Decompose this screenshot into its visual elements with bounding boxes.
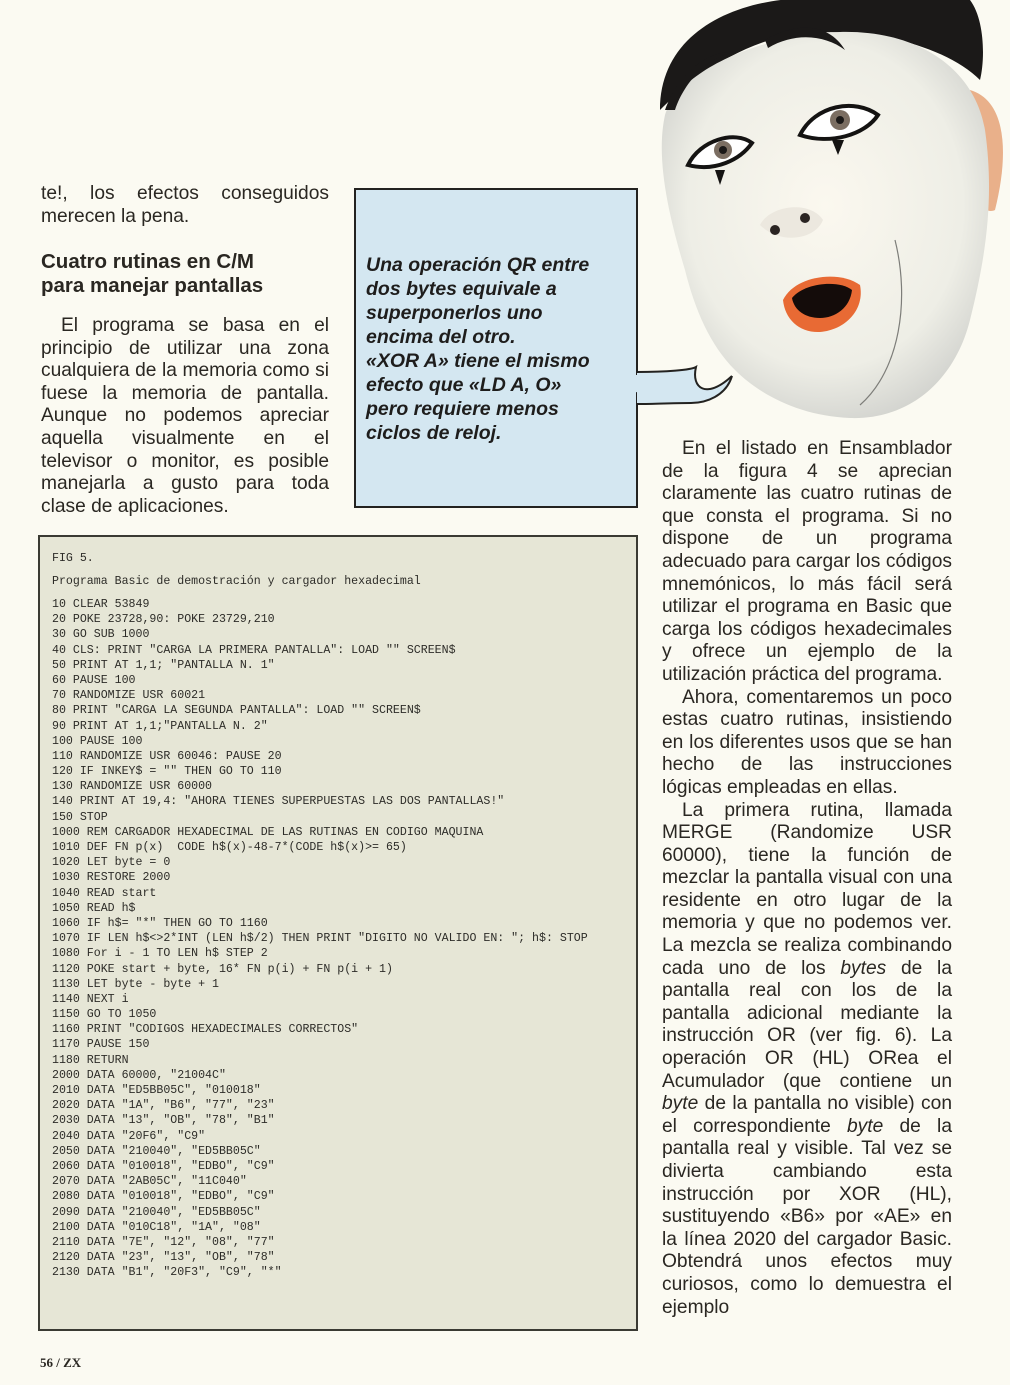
listing-line: 1060 IF h$= "*" THEN GO TO 1160 (52, 916, 268, 930)
text-run: de la pantalla real con los de la pantalla adicional mediante la instrucción OR (ver fig. 6). La operación OR (HL) ORea el Acumulador (que contiene un (662, 957, 952, 1092)
listing-line: 2100 DATA "010C18", "1A", "08" (52, 1220, 261, 1234)
callout-line: pero requiere menos (366, 398, 559, 420)
listing-line: 2130 DATA "B1", "20F3", "C9", "*" (52, 1266, 282, 1280)
listing-line: 80 PRINT "CARGA LA SEGUNDA PANTALLA": LOAD "" SCREEN$ (52, 704, 421, 718)
text-run: de la pantalla no visible) con el correspondiente (662, 1093, 952, 1137)
listing-line: 1160 PRINT "CODIGOS HEXADECIMALES CORRECTOS" (52, 1023, 359, 1037)
listing-line: 50 PRINT AT 1,1; "PANTALLA N. 1" (52, 658, 275, 672)
listing-line: 1130 LET byte - byte + 1 (52, 977, 219, 991)
listing-line: 1010 DEF FN p(x) CODE h$(x)-48-7*(CODE h$(x)>= 65) (52, 841, 407, 854)
listing-line: 140 PRINT AT 19,4: "AHORA TIENES SUPERPUESTAS LAS DOS PANTALLAS!" (52, 795, 505, 809)
listing-line: 1020 LET byte = 0 (52, 856, 171, 870)
figure-subtitle: Programa Basic de demostración y cargador hexadecimal (52, 575, 421, 588)
listing-line: 2030 DATA "13", "OB", "78", "B1" (52, 1114, 275, 1128)
intro-paragraph: te!, los efectos conseguidos merecen la pena. (41, 183, 329, 227)
listing-line: 60 PAUSE 100 (52, 673, 136, 687)
speech-bubble-callout (354, 188, 639, 508)
callout-line: superponerlos uno (366, 302, 543, 324)
listing-line: 2070 DATA "2AB05C", "11C040" (52, 1175, 247, 1189)
listing-line: 2110 DATA "7E", "12", "08", "77" (52, 1235, 275, 1249)
listing-line: 30 GO SUB 1000 (52, 628, 150, 642)
heading-line-1: Cuatro rutinas en C/M (41, 250, 254, 273)
left-column-body (41, 315, 329, 518)
emphasis-bytes: bytes (840, 957, 887, 979)
listing-line: 1140 NEXT i (52, 992, 129, 1006)
callout-line: dos bytes equivale a (366, 278, 557, 300)
listing-line: 10 CLEAR 53849 (52, 598, 150, 611)
listing-line: 120 IF INKEY$ = "" THEN GO TO 110 (52, 765, 282, 779)
listing-line: 2120 DATA "23", "13", "OB", "78" (52, 1251, 275, 1265)
text-run: de la pantalla real y visible. Tal vez se divierta cambiando esta instrucción por XOR (HL), sustituyendo «B6» por «AE» en la línea 2020 del cargador Basic. Obtendrá unos efectos muy curiosos, como lo demuestra el ejemplo (662, 1115, 952, 1318)
callout-line: efecto que «LD A, O» (366, 374, 562, 396)
callout-line: Una operación QR entre (366, 254, 590, 276)
callout-line: ciclos de reloj. (366, 422, 502, 444)
listing-line: 1170 PAUSE 150 (52, 1038, 150, 1052)
listing-line: 90 PRINT AT 1,1;"PANTALLA N. 2" (52, 719, 268, 733)
listing-line: 20 POKE 23728,90: POKE 23729,210 (52, 613, 275, 627)
listing-line: 2060 DATA "010018", "EDBO", "C9" (52, 1159, 275, 1173)
body-paragraph: El programa se basa en el principio de utilizar una zona cualquiera de la memoria como si fuese la memoria de pantalla. Aunque no podemos apreciar aquella visualmente en el televisor o monitor, es posible manejarla a gusto para toda clase de aplicaciones. (41, 315, 329, 517)
emphasis-byte: byte (662, 1093, 699, 1115)
speech-bubble-tail (636, 358, 736, 418)
listing-line: 2010 DATA "ED5BB05C", "010018" (52, 1084, 261, 1097)
listing-line: 1040 READ start (52, 886, 157, 900)
right-paragraph-2: Ahora, comentaremos un poco estas cuatro rutinas, insistiendo en los diferentes usos que se han hecho de las instrucciones lógicas empleadas en ellas. (662, 686, 952, 798)
listing-line: 40 CLS: PRINT "CARGA LA PRIMERA PANTALLA": LOAD "" SCREEN$ (52, 643, 456, 657)
page-footer: 56 / ZX (40, 1355, 82, 1370)
callout-line: «XOR A» tiene el mismo (366, 350, 590, 372)
emphasis-byte: byte (846, 1115, 884, 1137)
listing-line: 1120 POKE start + byte, 16* FN p(i) + FN p(i + 1) (52, 962, 393, 976)
listing-line: 100 PAUSE 100 (52, 734, 143, 748)
listing-line: 1150 GO TO 1050 (52, 1008, 157, 1022)
listing-line: 2090 DATA "210040", "ED5BB05C" (52, 1205, 261, 1219)
listing-line: 2020 DATA "1A", "B6", "77", "23" (52, 1099, 275, 1113)
listing-line: 1000 REM CARGADOR HEXADECIMAL DE LAS RUTINAS EN CODIGO MAQUINA (52, 825, 484, 839)
listing-line: 130 RANDOMIZE USR 60000 (52, 780, 213, 794)
right-paragraph-1: En el listado en Ensamblador de la figura 4 se aprecian claramente las cuatro rutinas de que consta el programa. Si no dispone de un programa adecuado para cargar los códigos mnemónicos, lo más fácil será utilizar el programa en Basic que carga los códigos hexadecimales y ofrece un ejemplo de la utilización práctica del programa. (662, 438, 952, 685)
left-column-intro (41, 183, 329, 228)
listing-line: 1050 READ h$ (52, 901, 136, 915)
listing-line: 1180 RETURN (52, 1053, 129, 1067)
text-run: La primera rutina, llamada MERGE (Randomize USR 60000), tiene la función de mezclar la pantalla visual con una residente en otro lugar de la memoria y que no podemos ver. La mezcla se realiza combinando cada uno de los (662, 799, 952, 979)
listing-line: 70 RANDOMIZE USR 60021 (52, 689, 206, 703)
program-listing-figure (38, 535, 638, 1331)
section-heading (41, 250, 341, 298)
listing-line: 150 STOP (52, 810, 108, 824)
heading-line-2: para manejar pantallas (41, 274, 264, 297)
listing-line: 2050 DATA "210040", "ED5BB05C" (52, 1144, 261, 1158)
listing-line: 1080 For i - 1 TO LEN h$ STEP 2 (52, 947, 268, 961)
callout-text (366, 253, 631, 445)
listing-line: 2000 DATA 60000, "21004C" (52, 1068, 226, 1082)
listing-line: 110 RANDOMIZE USR 60046: PAUSE 20 (52, 749, 282, 763)
callout-line: encima del otro. (366, 326, 516, 348)
listing-line: 2080 DATA "010018", "EDBO", "C9" (52, 1190, 275, 1204)
right-paragraph-3 (662, 800, 952, 1320)
listing-line: 1070 IF LEN h$<>2*INT (LEN h$/2) THEN PRINT "DIGITO NO VALIDO EN: "; h$: STOP (52, 932, 588, 946)
figure-label: FIG 5. (52, 552, 94, 565)
listing-line: 2040 DATA "20F6", "C9" (52, 1129, 206, 1143)
listing-lines (52, 597, 632, 1280)
right-column-body (662, 438, 952, 1319)
listing-line: 1030 RESTORE 2000 (52, 871, 171, 885)
